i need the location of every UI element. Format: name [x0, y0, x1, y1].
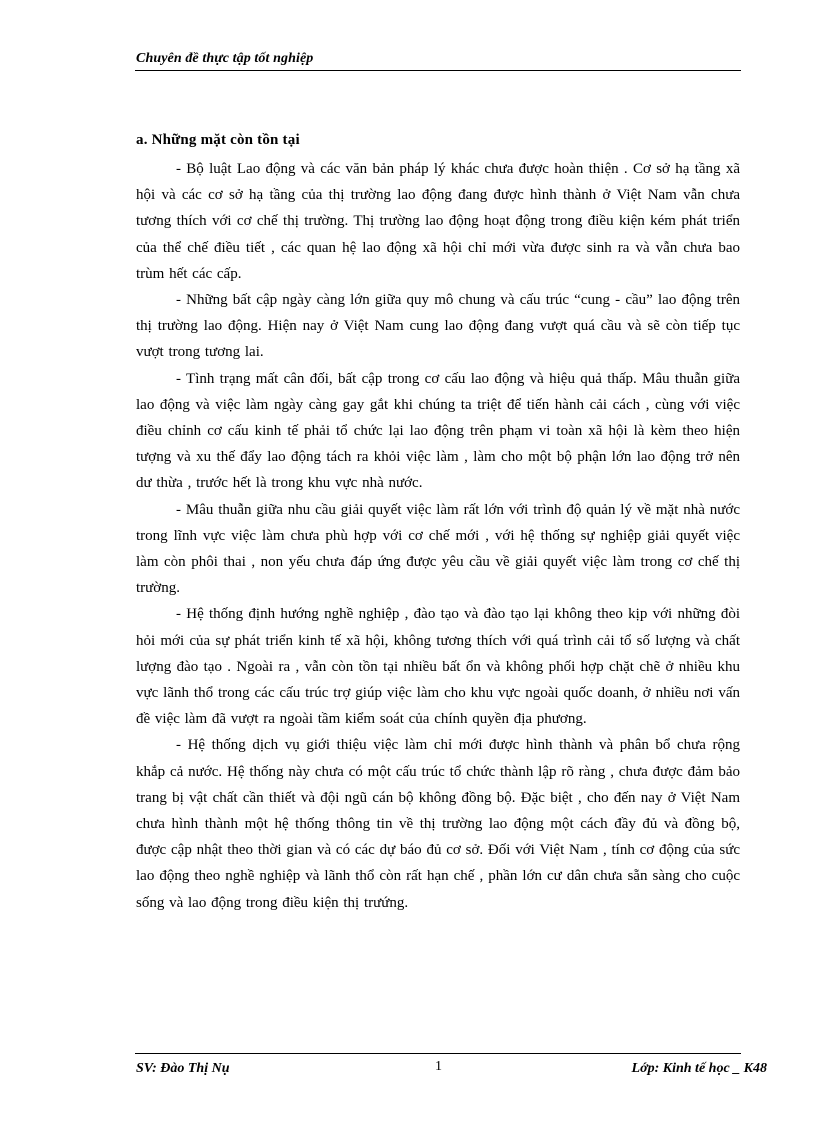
section-heading: a. Những mặt còn tồn tại — [136, 132, 300, 148]
paragraph-supply-demand: - Những bất cập ngày càng lớn giữa quy mô chung và cấu trúc “cung - cầu” lao động trên thị trường lao động. Hiện nay ở Việt Nam cung lao động đang vượt quá cầu và sẽ còn tiếp tục vượt trong tương lai. — [136, 292, 740, 361]
page-header — [135, 50, 741, 71]
page-number: 1 — [435, 1059, 442, 1074]
document-body — [136, 130, 740, 916]
student-name: SV: Đào Thị Nụ — [136, 1061, 230, 1076]
page-footer — [135, 1053, 767, 1080]
paragraph-management: - Mâu thuẫn giữa nhu cầu giải quyết việc làm rất lớn với trình độ quản lý về mặt nhà nước trong lĩnh vực việc làm chưa phù hợp với cơ chế mới , với hệ thống sự nghiệp giải quyết việc làm còn phôi thai , non yếu chưa đáp ứng được yêu cầu về giải quyết việc làm trong cơ chế thị trường. — [136, 501, 740, 597]
document-title: Chuyên đề thực tập tốt nghiệp — [136, 51, 314, 66]
paragraph-employment-services: - Hệ thống dịch vụ giới thiệu việc làm chỉ mới được hình thành và phân bổ chưa rộng khắp cả nước. Hệ thống này chưa có một cấu trúc tổ chức thành lập rõ ràng , chưa được đảm bảo trang bị vật chất cần thiết và đội ngũ cán bộ không đồng bộ. Đặc biệt , cho đến nay ở Việt Nam chưa hình thành một hệ thống thông tin về thị trường lao động một cách đầy đủ và đồng bộ, được cập nhật theo thời gian và có các dự báo đủ cơ sở. Đối với Việt Nam , tính cơ động của sức lao động theo nghề nghiệp và lãnh thổ còn rất hạn chế , phần lớn cư dân chưa sẵn sàng cho cuộc sống và lao động trong điều kiện thị trưứng. — [136, 737, 740, 911]
paragraph-vocational-training: - Hệ thống định hướng nghề nghiệp , đào tạo và đào tạo lại không theo kịp với những đòi hỏi mới của sự phát triển kinh tế xã hội, không tương thích với quá trình cải tổ số lượng và chất lượng đào tạo . Ngoài ra , vẫn còn tồn tại nhiều bất ổn và không phối hợp chặt chẽ ở nhiều khu vực lãnh thổ trong các cấu trúc trợ giúp việc làm cho khu vực ngoài quốc doanh, ở nhiều nơi vấn đề việc làm đã vượt ra ngoài tầm kiểm soát của chính quyền địa phương. — [136, 606, 740, 728]
paragraph-labor-structure: - Tình trạng mất cân đối, bất cập trong cơ cấu lao động và hiệu quả thấp. Mâu thuẫn giữa lao động và việc làm ngày càng gay gắt khi chúng ta triệt để tiến hành cải cách , cùng với việc điều chỉnh cơ cấu kinh tế phải tổ chức lại lao động trên phạm vi toàn xã hội là kèm theo hiện tượng và xu thế đẩy lao động tách ra khỏi việc làm , làm cho một bộ phận lớn lao động trở nên dư thừa , trước hết là trong khu vực nhà nước. — [136, 370, 740, 492]
class-label: Lớp: Kinh tế học _ K48 — [631, 1061, 767, 1076]
paragraph-legal-framework: - Bộ luật Lao động và các văn bản pháp lý khác chưa được hoàn thiện . Cơ sở hạ tầng xã hội và các cơ sở hạ tầng của thị trường lao động đang được hình thành ở Việt Nam vẫn chưa tương thích với cơ chế thị trường. Thị trường lao động hoạt động trong điều kiện kém phát triển của thể chế điều tiết , các quan hệ lao động xã hội chỉ mới vừa được sinh ra và vẫn chưa bao trùm hết các cấp. — [136, 161, 740, 282]
